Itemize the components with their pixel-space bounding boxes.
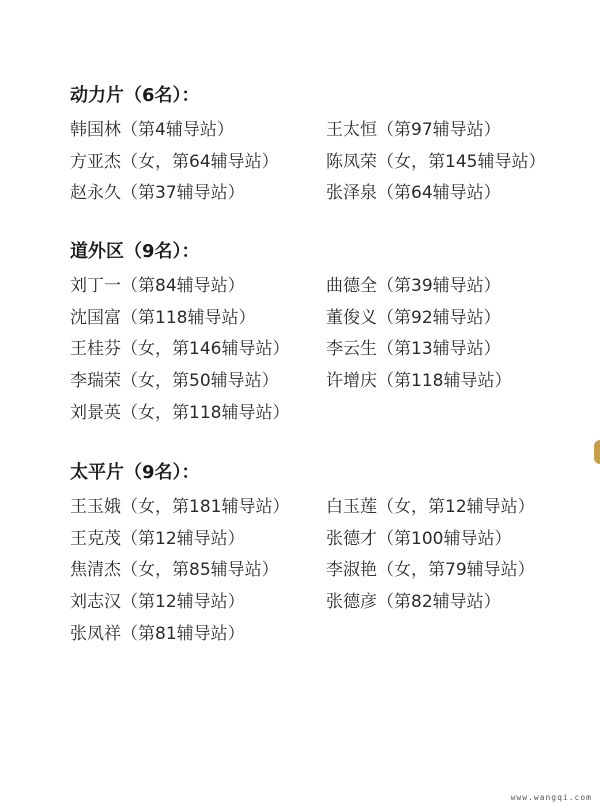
name-list [70, 115, 590, 210]
list-item: 许增庆（第118辅导站） [326, 371, 512, 392]
list-item: 刘志汉（第12辅导站） [70, 592, 245, 613]
list-item: 张凤祥（第81辅导站） [70, 623, 245, 644]
list-item: 刘景英（女，第118辅导站） [70, 402, 290, 423]
watermark: www.wangqi.com [510, 793, 592, 802]
section-daowai [70, 239, 590, 429]
section-taiping [70, 460, 590, 650]
list-item: 刘丁一（第84辅导站） [70, 276, 245, 296]
list-item: 李云生（第13辅导站） [326, 339, 501, 360]
list-item: 赵永久（第37辅导站） [70, 183, 245, 204]
list-item: 方亚杰（女，第64辅导站） [70, 151, 279, 172]
section-heading: 动力片（6名）： [70, 85, 200, 106]
section-heading: 太平片（9名）： [70, 462, 200, 483]
list-item: 张德才（第100辅导站） [326, 528, 512, 549]
list-item: 董俊义（第92辅导站） [326, 307, 501, 328]
list-item: 焦清杰（女，第85辅导站） [70, 560, 279, 581]
list-item: 白玉莲（女，第12辅导站） [326, 497, 535, 517]
list-item: 曲德全（第39辅导站） [326, 276, 501, 296]
list-item: 张泽泉（第64辅导站） [326, 183, 501, 204]
list-item: 李瑞荣（女，第50辅导站） [70, 371, 279, 392]
list-item: 李淑艳（女，第79辅导站） [326, 560, 535, 581]
list-item: 王玉娥（女，第181辅导站） [70, 497, 290, 517]
list-item: 王桂芬（女，第146辅导站） [70, 339, 290, 360]
list-item: 陈凤荣（女，第145辅导站） [326, 151, 546, 172]
list-item: 王克茂（第12辅导站） [70, 528, 245, 549]
list-item: 沈国富（第118辅导站） [70, 307, 256, 328]
name-list [70, 492, 590, 650]
list-item: 韩国林（第4辅导站） [70, 120, 234, 140]
edge-decoration [594, 440, 600, 464]
section-dongli [70, 83, 590, 210]
name-list [70, 271, 590, 429]
section-heading: 道外区（9名）： [70, 241, 200, 262]
list-item: 张德彦（第82辅导站） [326, 592, 501, 613]
list-item: 王太恒（第97辅导站） [326, 120, 501, 140]
